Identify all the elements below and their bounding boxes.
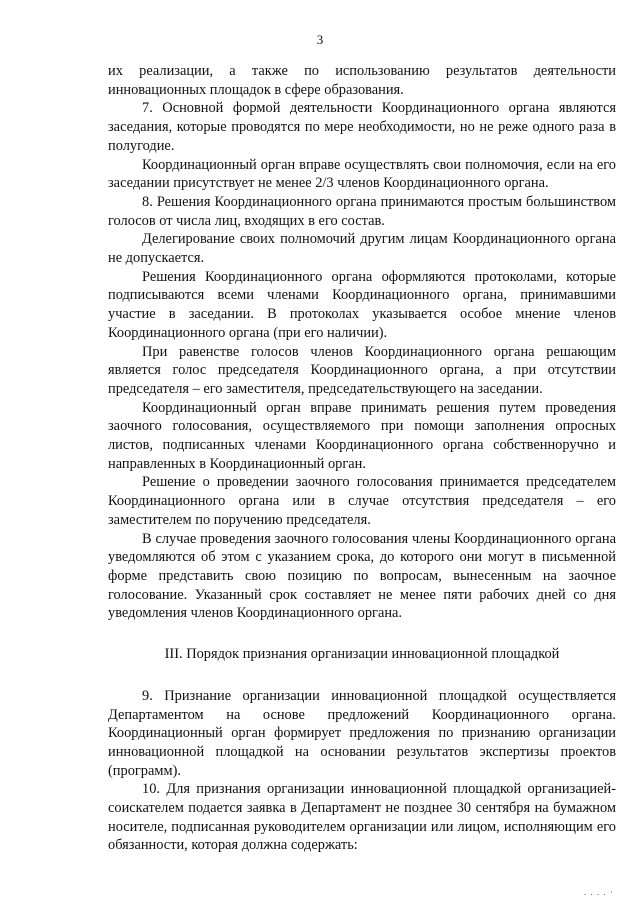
paragraph-item-9: 9. Признание организации инновационной площадкой осуществляется Департаментом на основе предложений Координационного органа. Координационный орган формирует предложения по признанию организации инновационной площадкой на основании результатов экспертизы проектов (программ). [108, 687, 616, 779]
page-number: 3 [316, 32, 324, 47]
paragraph-absentee-notification: В случае проведения заочного голосования члены Координационного органа уведомляются об этом с указанием срока, до которого они могут в письменной форме представить свою позицию по вопросам, вынесенным на заочное голосование. Указанный срок составляет не менее пяти рабочих дней со дня уведомления членов Координационного органа. [108, 530, 616, 622]
paragraph-absentee-voting: Координационный орган вправе принимать решения путем проведения заочного голосования, осуществляемого при помощи заполнения опросных листов, подписанных членами Координационного органа собственноручно и направленных в Координационный орган. [108, 399, 616, 472]
paragraph-absentee-decision: Решение о проведении заочного голосования принимается председателем Координационного органа или в случае отсутствия председателя – его заместителем по поручению председателя. [108, 474, 616, 528]
scan-corner-mark: . . . . · [584, 887, 614, 897]
document-body [108, 62, 616, 855]
paragraph-item-10: 10. Для признания организации инновационной площадкой организацией-соискателем подается заявка в Департамент не позднее 30 сентября на бумажном носителе, подписанная руководителем организации или лицом, исполняющим его обязанности, которая должна содержать: [108, 781, 616, 854]
section-heading: III. Порядок признания организации инновационной площадкой [164, 646, 560, 663]
paragraph-equal-votes: При равенстве голосов членов Координационного органа решающим является голос председателя Координационного органа, а при отсутствии председателя – его заместителя, председательствующего на заседании. [108, 343, 616, 397]
paragraph-quorum: Координационный орган вправе осуществлять свои полномочия, если на его заседании присутствует не менее 2/3 членов Координационного органа. [108, 156, 616, 192]
paragraph-delegation: Делегирование своих полномочий другим лицам Координационного органа не допускается. [108, 231, 616, 267]
paragraph-protocols: Решения Координационного органа оформляются протоколами, которые подписываются всеми членами Координационного органа, принимавшими участие в заседании. В протоколах указывается особое мнение членов Координационного органа (при его наличии). [108, 268, 616, 341]
paragraph-item-7: 7. Основной формой деятельности Координационного органа являются заседания, которые проводятся по мере необходимости, но не реже одного раза в полугодие. [108, 100, 616, 154]
paragraph-continuation: их реализации, а также по использованию результатов деятельности инновационных площадок в сфере образования. [108, 63, 616, 98]
paragraph-item-8: 8. Решения Координационного органа принимаются простым большинством голосов от числа лиц, входящих в его состав. [108, 193, 616, 229]
